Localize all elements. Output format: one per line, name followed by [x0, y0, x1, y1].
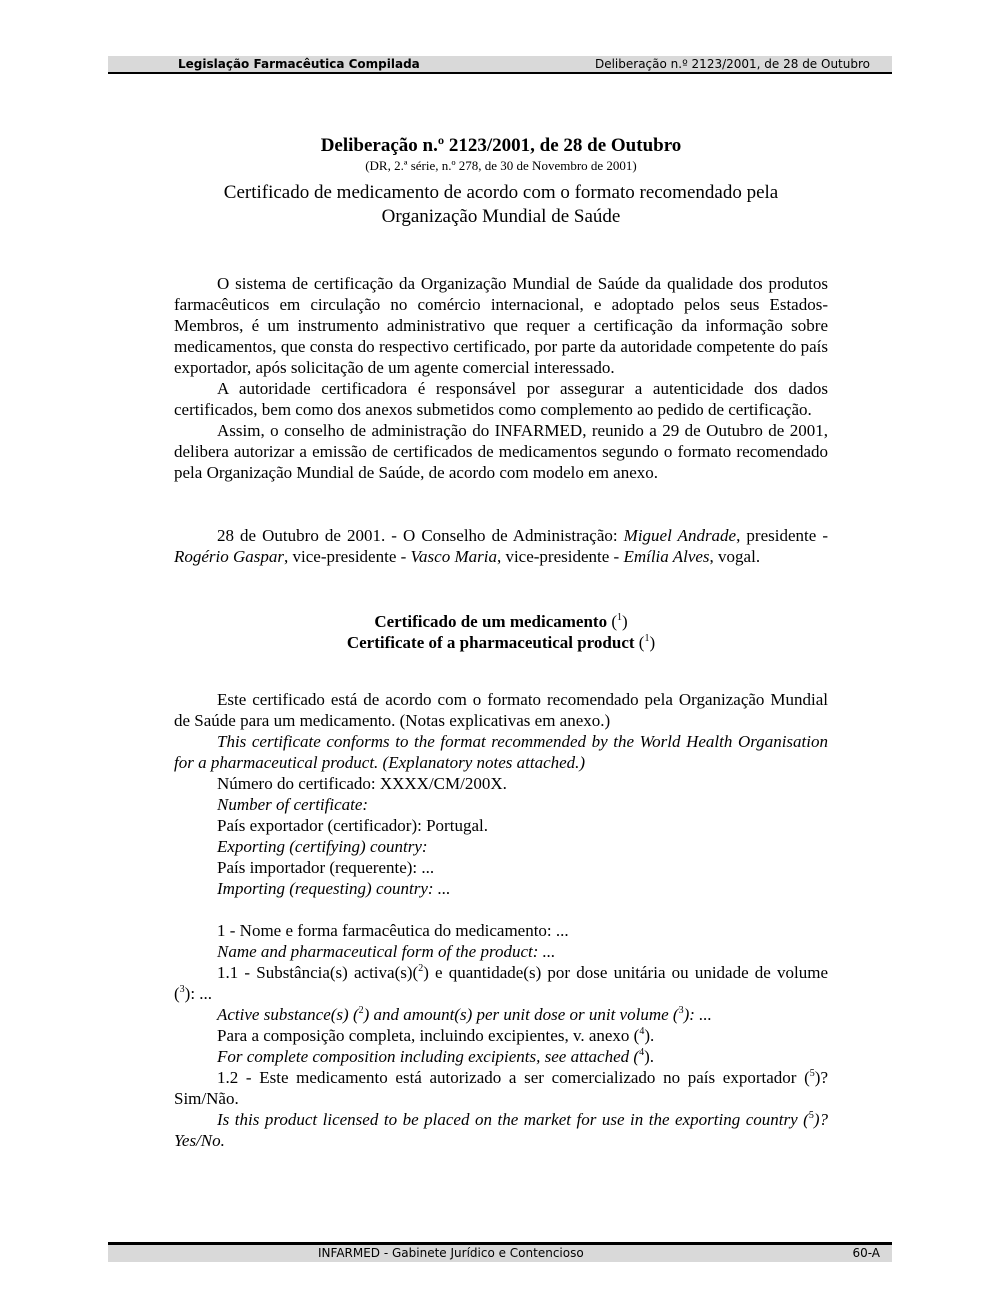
section-1-pt: 1 - Nome e forma farmacêutica do medicamento: ... [217, 921, 569, 940]
intro-paragraph: O sistema de certificação da Organização Mundial de Saúde da qualidade dos produtos farmacêuticos em circulação no comércio internacional, e adoptado pelos seus Estados-Membros, é um instrumento administrativo que requer a certificação da informação sobre medicamentos, que consta do respectivo certificado, por parte da autoridade competente do país exportador, após solicitação de um agente comercial interessado. [174, 274, 828, 377]
section-1-2-pt: 1.2 - Este medicamento está autorizado a ser comercializado no país exportador ($^5$)? Sim/Não. [174, 1068, 828, 1108]
section-1-1-en: Active substance(s) ($^2$) and amount(s) per unit dose or unit volume ($^3$): ... [217, 1005, 712, 1024]
certificate-intro-en: This certificate conforms to the format recommended by the World Health Organisation for a pharmaceutical product. (Explanatory notes attached.) [174, 732, 828, 772]
field-certificate-number-en: Number of certificate: [217, 795, 369, 814]
composition-note-pt: Para a composição completa, incluindo excipientes, v. anexo ($^4$). [217, 1026, 655, 1045]
section-1-2-en: Is this product licensed to be placed on the market for use in the exporting country ($^5$)? Yes/No. [174, 1110, 828, 1150]
field-certificate-number: Número do certificado: XXXX/CM/200X. [217, 774, 507, 793]
field-exporting-country-en: Exporting (certifying) country: [217, 837, 428, 856]
footnote-ref: 1 [617, 612, 622, 623]
field-exporting-country: País exportador (certificador): Portugal. [217, 816, 488, 835]
document-subtitle: Certificado de medicamento de acordo com o formato recomendado pela Organização Mundial de Saúde [223, 182, 779, 227]
document-body [174, 132, 828, 1151]
document-source: (DR, 2.ª série, n.º 278, de 30 de Novembro de 2001) [365, 158, 637, 173]
certificate-intro-pt: Este certificado está de acordo com o formato recomendado pela Organização Mundial de Saúde para um medicamento. (Notas explicativas em anexo.) [174, 690, 828, 730]
section-1-en: Name and pharmaceutical form of the product: ... [217, 942, 556, 961]
footnote-ref: 1 [644, 633, 650, 644]
intro-paragraph: Assim, o conselho de administração do INFARMED, reunido a 29 de Outubro de 2001, delibera autorizar a emissão de certificados de medicamentos segundo o formato recomendado pela Organização Mundial de Saúde, de acordo com modelo em anexo. [174, 421, 828, 482]
field-importing-country: País importador (requerente): ... [217, 858, 435, 877]
page-number: 60-A [852, 1246, 880, 1260]
footer-department: INFARMED - Gabinete Jurídico e Contencioso [318, 1246, 584, 1260]
composition-note-en: For complete composition including excipients, see attached ($^4$). [217, 1047, 654, 1066]
signature-paragraph: 28 de Outubro de 2001. - O Conselho de Administração: Miguel Andrade, presidente - Rogério Gaspar, vice-presidente - Vasco Maria, vice-presidente - Emília Alves, vogal. [174, 526, 828, 566]
field-importing-country-en: Importing (requesting) country: ... [217, 879, 451, 898]
header-document-ref: Deliberação n.º 2123/2001, de 28 de Outubro [594, 57, 870, 71]
certificate-heading-en: Certificate of a pharmaceutical product ($^1$) [346, 633, 656, 652]
page-header [108, 56, 892, 74]
signatory-name: Emília Alves [623, 547, 710, 566]
certificate-heading-pt: Certificado de um medicamento ($^1$) [374, 612, 628, 631]
intro-paragraph: A autoridade certificadora é responsável por assegurar a autenticidade dos dados certificados, bem como dos anexos submetidos como complemento ao pedido de certificação. [174, 379, 828, 419]
header-collection-title: Legislação Farmacêutica Compilada [178, 57, 420, 71]
signatory-name: Rogério Gaspar [174, 547, 285, 566]
signatory-name: Vasco Maria [410, 547, 497, 566]
section-1-1-pt: 1.1 - Substância(s) activa(s)($^2$) e quantidade(s) por dose unitária ou unidade de volume ($^3$): ... [174, 963, 828, 1003]
page-footer [108, 1242, 892, 1262]
document-title: Deliberação n.º 2123/2001, de 28 de Outubro [320, 135, 682, 156]
signatory-name: Miguel Andrade [623, 526, 737, 545]
